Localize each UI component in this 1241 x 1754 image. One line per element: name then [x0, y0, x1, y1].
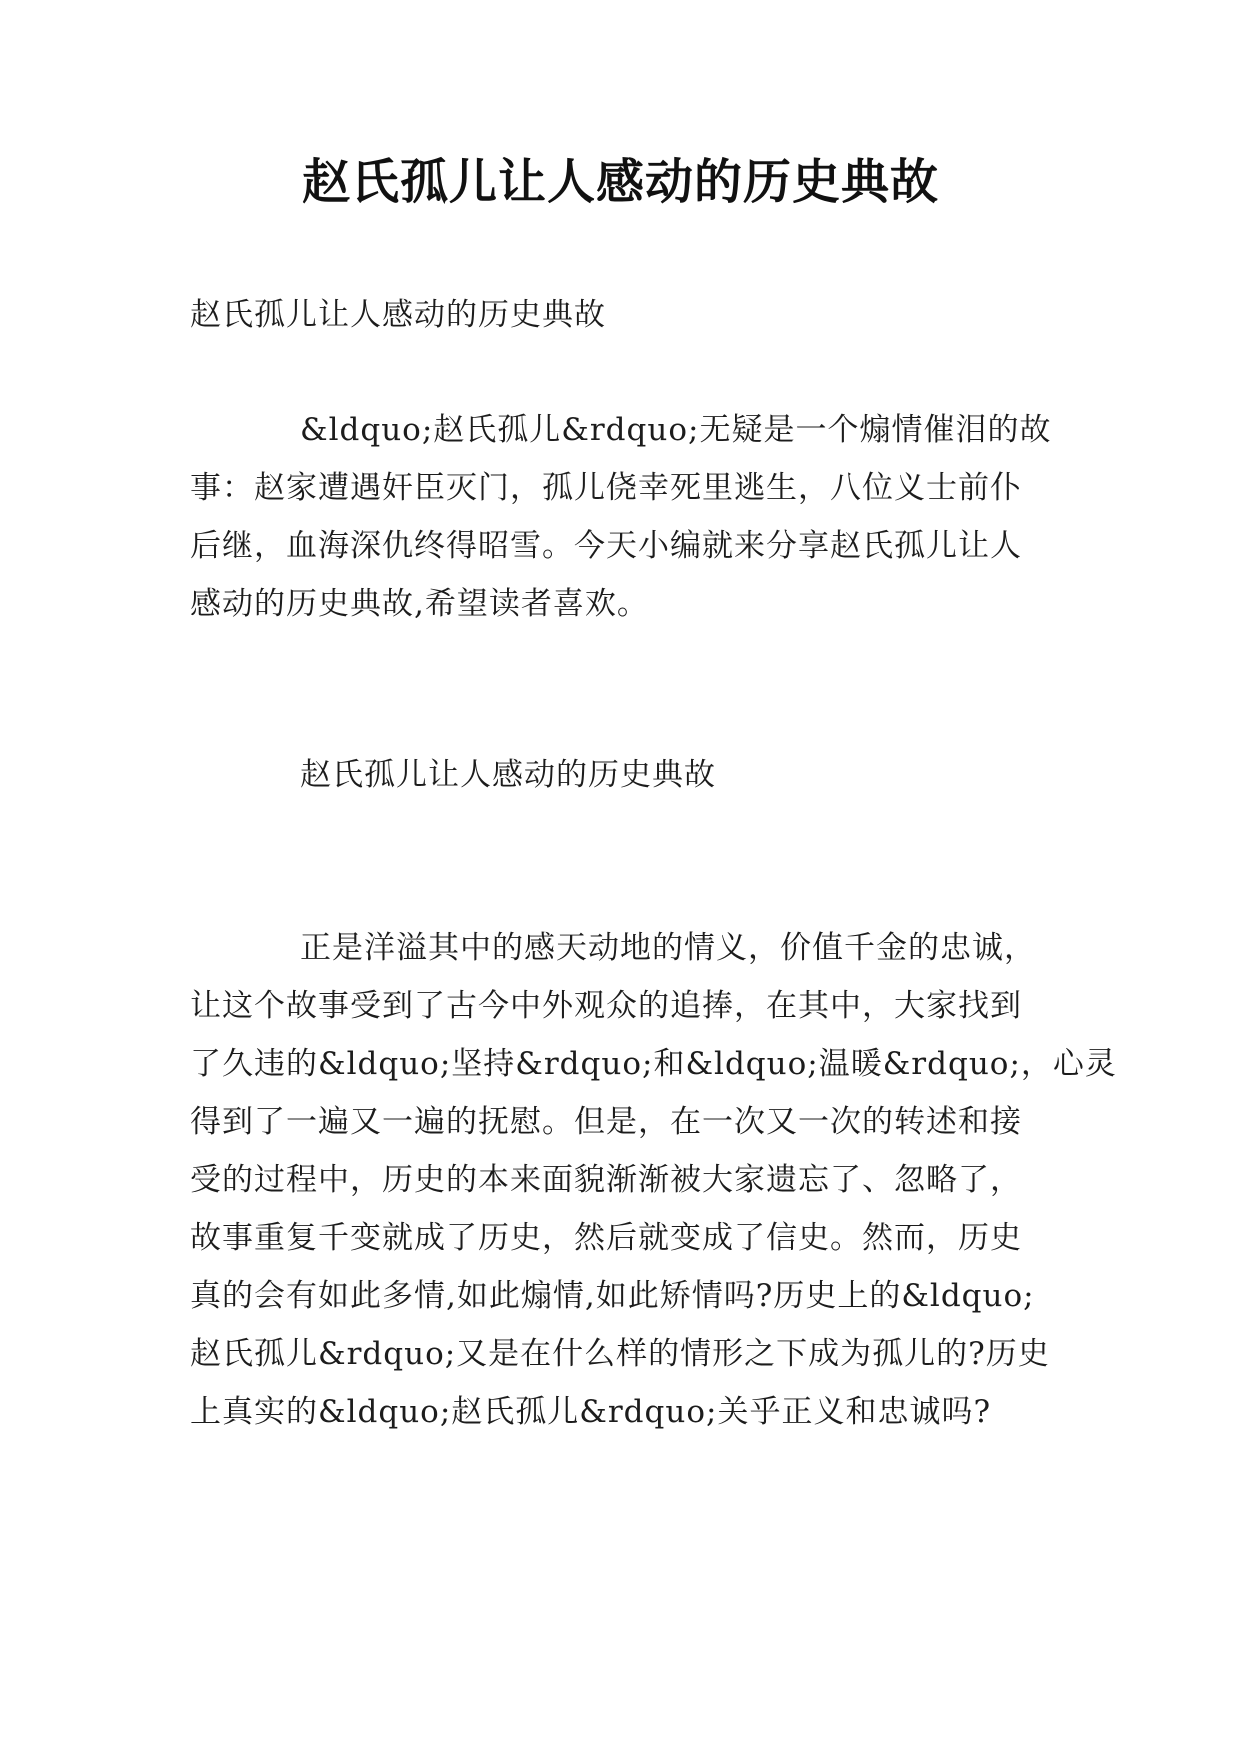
- body-line: 上真实的&ldquo;赵氏孤儿&rdquo;关乎正义和忠诚吗?: [190, 1394, 992, 1430]
- intro-line: 事：赵家遭遇奸臣灭门，孤儿侥幸死里逃生，八位义士前仆: [190, 470, 1022, 506]
- section-heading: 赵氏孤儿让人感动的历史典故: [300, 757, 716, 793]
- body-line: 让这个故事受到了古今中外观众的追捧，在其中，大家找到: [190, 988, 1022, 1024]
- body-line: 真的会有如此多情,如此煽情,如此矫情吗?历史上的&ldquo;: [190, 1278, 1035, 1314]
- intro-line: 感动的历史典故,希望读者喜欢。: [190, 586, 649, 622]
- body-line: 得到了一遍又一遍的抚慰。但是，在一次又一次的转述和接: [190, 1104, 1022, 1140]
- document-title: 赵氏孤儿让人感动的历史典故: [301, 154, 939, 210]
- body-line: 受的过程中，历史的本来面貌渐渐被大家遗忘了、忽略了，: [190, 1162, 1022, 1198]
- body-line: 正是洋溢其中的感天动地的情义，价值千金的忠诚，: [300, 930, 1036, 966]
- document-subtitle: 赵氏孤儿让人感动的历史典故: [190, 297, 606, 333]
- body-line: 故事重复千变就成了历史，然后就变成了信史。然而，历史: [190, 1220, 1022, 1256]
- body-line: 了久违的&ldquo;坚持&rdquo;和&ldquo;温暖&rdquo;，心灵: [190, 1046, 1117, 1082]
- intro-line: &ldquo;赵氏孤儿&rdquo;无疑是一个煽情催泪的故: [300, 412, 1052, 448]
- intro-line: 后继，血海深仇终得昭雪。今天小编就来分享赵氏孤儿让人: [190, 528, 1022, 564]
- body-line: 赵氏孤儿&rdquo;又是在什么样的情形之下成为孤儿的?历史: [190, 1336, 1050, 1372]
